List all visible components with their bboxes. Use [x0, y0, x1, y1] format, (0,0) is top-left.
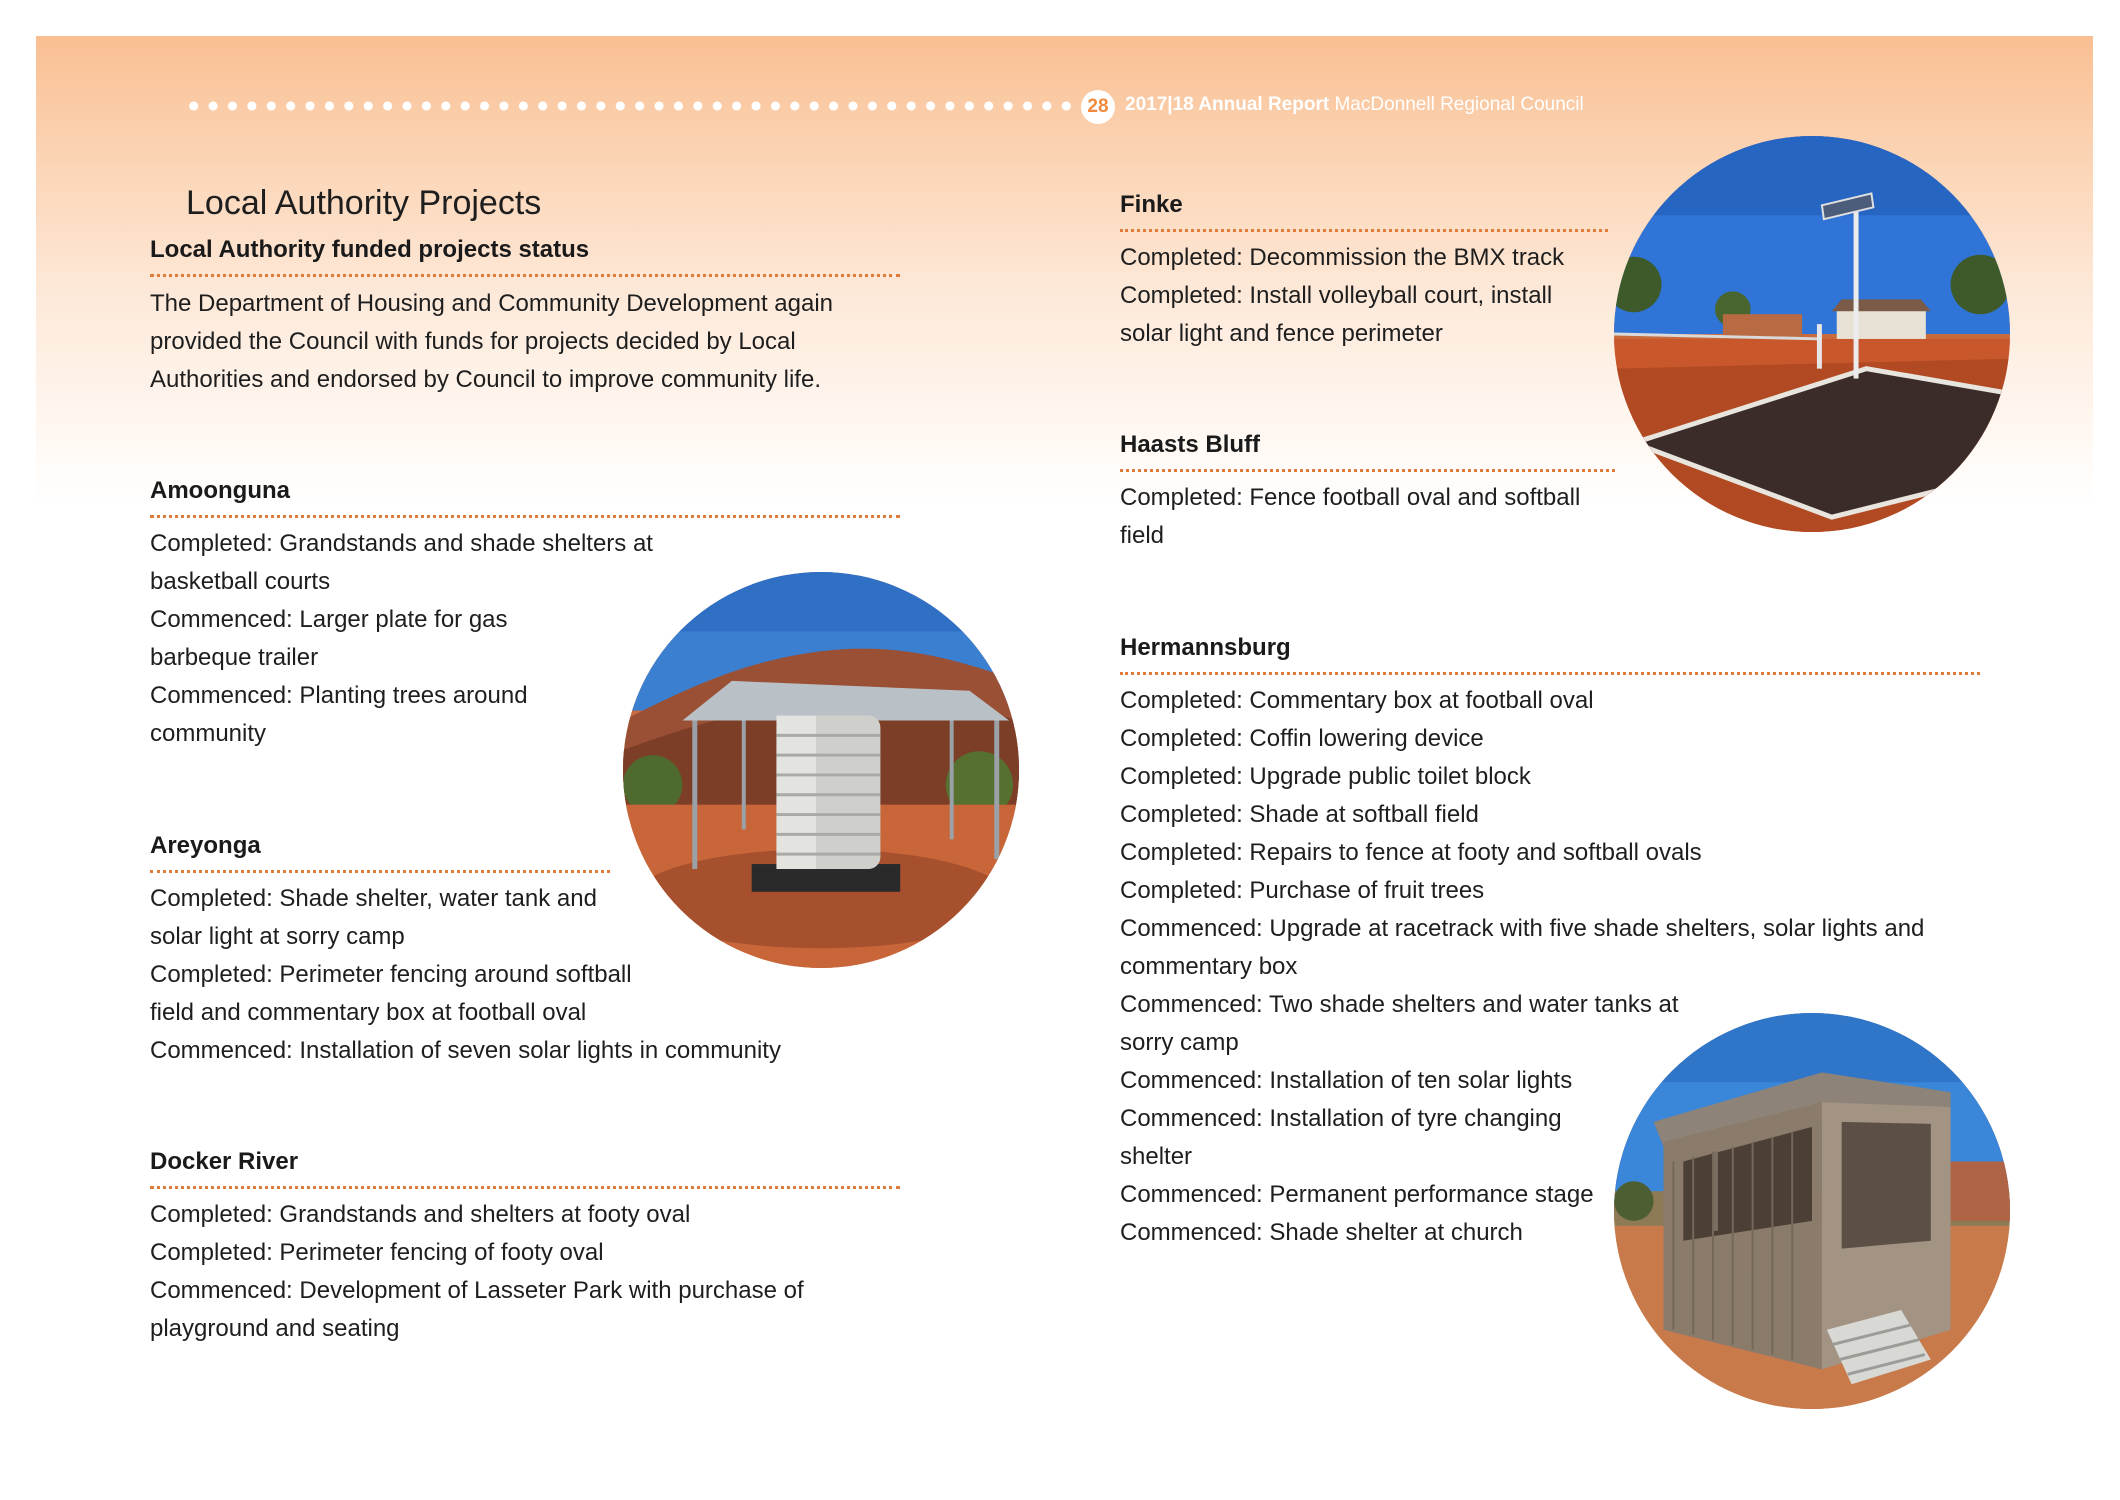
- page-title: Local Authority Projects: [186, 184, 542, 222]
- list-item: Commenced: Installation of seven solar lights in community: [150, 1037, 781, 1064]
- project-list: [1120, 239, 1608, 353]
- section-heading: Hermannsburg: [1120, 633, 1980, 675]
- list-item: Completed: Grandstands and shelters at footy oval: [150, 1201, 691, 1228]
- section-haasts-bluff: [1120, 430, 1615, 555]
- header-dot-divider: [184, 99, 1074, 113]
- list-item: Commenced: Upgrade at racetrack with five shade shelters, solar lights and commentary box: [1120, 915, 1925, 980]
- list-item: Commenced: Planting trees around community: [150, 682, 528, 747]
- list-item: Completed: Decommission the BMX track: [1120, 244, 1565, 271]
- project-list: [1120, 479, 1615, 555]
- list-item: Completed: Repairs to fence at footy and softball ovals: [1120, 839, 1702, 866]
- intro-body: The Department of Housing and Community Development again provided the Council with funds for projects decided by Local Authorities and endorsed by Council to improve community life.: [150, 290, 834, 393]
- commentary-box-illustration: [1614, 1013, 2010, 1409]
- list-item: Completed: Grandstands and shade shelters at basketball courts: [150, 530, 653, 595]
- water-tank-shelter-photo: [623, 572, 1019, 968]
- list-item: Commenced: Development of Lasseter Park with purchase of playground and seating: [150, 1277, 804, 1342]
- organisation-name: MacDonnell Regional Council: [1334, 94, 1584, 115]
- list-item: Commenced: Two shade shelters and water tanks at sorry camp: [1120, 991, 1679, 1056]
- section-docker-river: [150, 1147, 900, 1348]
- list-item: Completed: Upgrade public toilet block: [1120, 763, 1531, 790]
- volleyball-court-photo: [1614, 136, 2010, 532]
- list-item: Completed: Install volleyball court, install solar light and fence perimeter: [1120, 282, 1553, 347]
- list-item: Completed: Perimeter fencing around softball field and commentary box at football oval: [150, 961, 632, 1026]
- list-item: Completed: Fence football oval and softball field: [1120, 484, 1581, 549]
- intro-heading: Local Authority funded projects status: [150, 235, 900, 277]
- water-tank-shelter-illustration: [623, 572, 1019, 968]
- running-header: [1125, 94, 1584, 116]
- list-item: Completed: Purchase of fruit trees: [1120, 877, 1485, 904]
- section-heading: Haasts Bluff: [1120, 430, 1615, 472]
- list-item: Commenced: Larger plate for gas barbeque trailer: [150, 606, 508, 671]
- list-item: Completed: Commentary box at football oval: [1120, 687, 1594, 714]
- report-page: [36, 36, 2093, 1436]
- project-list: [150, 1196, 900, 1348]
- list-item: Completed: Shade at softball field: [1120, 801, 1479, 828]
- list-item: Commenced: Shade shelter at church: [1120, 1219, 1523, 1246]
- page-number-badge: 28: [1081, 90, 1115, 124]
- section-heading: Areyonga: [150, 831, 610, 873]
- volleyball-court-illustration: [1614, 136, 2010, 532]
- list-item: Completed: Shade shelter, water tank and solar light at sorry camp: [150, 885, 597, 950]
- project-list: [150, 525, 710, 753]
- section-heading: Finke: [1120, 190, 1608, 232]
- list-item: Completed: Coffin lowering device: [1120, 725, 1484, 752]
- section-finke: [1120, 190, 1608, 353]
- report-title: 2017|18 Annual Report: [1125, 94, 1330, 115]
- commentary-box-photo: [1614, 1013, 2010, 1409]
- list-item: Completed: Perimeter fencing of footy oval: [150, 1239, 604, 1266]
- intro-section: [150, 235, 900, 399]
- section-heading: Docker River: [150, 1147, 900, 1189]
- list-item: Commenced: Installation of ten solar lights: [1120, 1067, 1573, 1094]
- list-item: Commenced: Installation of tyre changing shelter: [1120, 1105, 1562, 1170]
- section-heading: Amoonguna: [150, 476, 900, 518]
- list-item: Commenced: Permanent performance stage: [1120, 1181, 1594, 1208]
